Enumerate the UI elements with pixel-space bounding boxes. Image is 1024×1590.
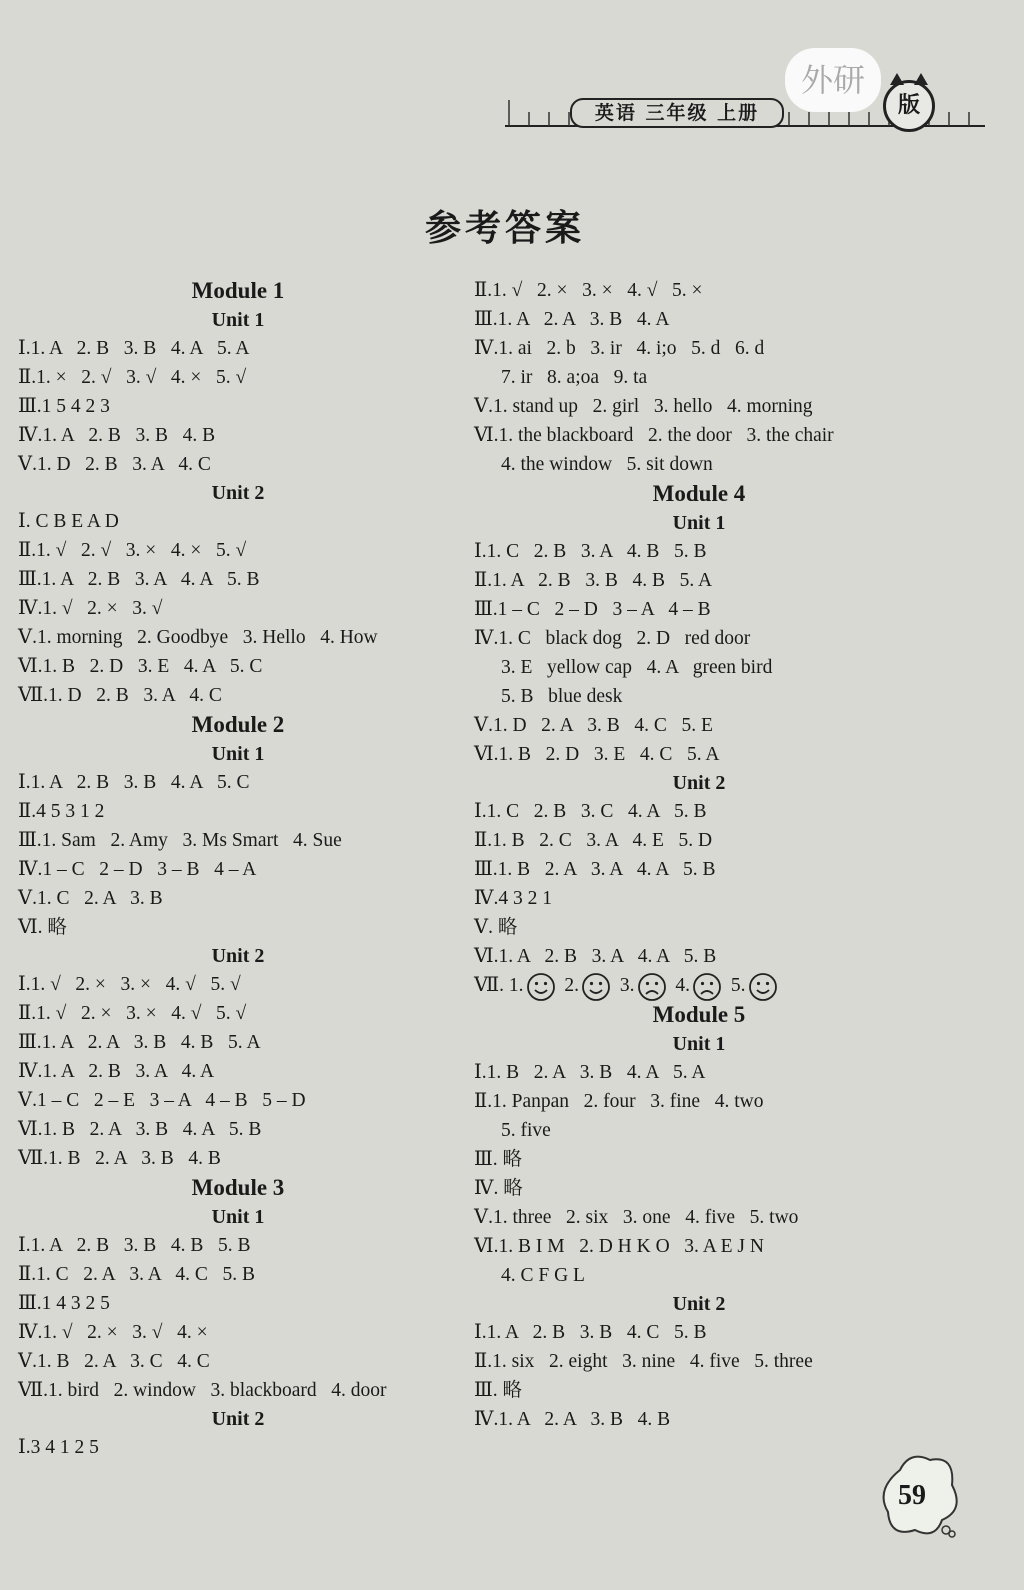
section-label: Ⅶ.	[474, 975, 505, 996]
answer-line: Ⅳ.1. A 2. A 3. B 4. B	[474, 1409, 671, 1430]
answer-line: Ⅱ.1. Panpan 2. four 3. fine 4. two	[474, 1091, 764, 1112]
unit-heading: Unit 1	[211, 743, 265, 765]
answer-line: Ⅵ.1. A 2. B 3. A 4. A 5. B	[474, 946, 717, 967]
item-number: 1.	[504, 975, 524, 996]
item-number: 5.	[726, 975, 746, 996]
answer-line: Ⅲ.1. A 2. B 3. A 4. A 5. B	[18, 569, 260, 590]
answer-line: Ⅰ.1. A 2. B 3. B 4. B 5. B	[18, 1235, 251, 1256]
page-header	[505, 60, 990, 140]
answer-line: Ⅶ.1. D 2. B 3. A 4. C	[18, 685, 222, 706]
answer-line-continued: 5. B blue desk	[501, 686, 623, 707]
answer-line: Ⅱ.1. √ 2. × 3. × 4. √ 5. √	[18, 1003, 247, 1024]
answer-line: Ⅳ.1. ai 2. b 3. ir 4. i;o 5. d 6. d	[474, 338, 765, 359]
sad-face-icon	[692, 972, 722, 1002]
answer-line: Ⅵ.1. the blackboard 2. the door 3. the chair	[474, 425, 834, 446]
smiley-face-icon	[581, 972, 611, 1002]
answer-line: Ⅵ.1. B 2. A 3. B 4. A 5. B	[18, 1119, 262, 1140]
answer-line: Ⅳ.4 3 2 1	[474, 888, 552, 909]
unit-heading: Unit 2	[211, 482, 265, 504]
answer-line: Ⅲ.1. A 2. A 3. B 4. A	[474, 309, 670, 330]
brand-logo: 外研	[785, 48, 881, 112]
answer-line: Ⅴ.1. C 2. A 3. B	[18, 888, 163, 909]
answer-line: Ⅲ.1 5 4 2 3	[18, 396, 110, 417]
answer-line: Ⅰ.1. B 2. A 3. B 4. A 5. A	[474, 1062, 706, 1083]
answer-line: Ⅴ.1. B 2. A 3. C 4. C	[18, 1351, 210, 1372]
answer-line: Ⅴ.1. three 2. six 3. one 4. five 5. two	[474, 1207, 799, 1228]
answer-line: Ⅱ.1. √ 2. √ 3. × 4. × 5. √	[18, 540, 247, 561]
answer-line: Ⅵ. 略	[18, 917, 67, 938]
answer-line: Ⅲ.1 4 3 2 5	[18, 1293, 110, 1314]
module-heading: Module 3	[191, 1175, 285, 1200]
answer-line: Ⅰ.1. A 2. B 3. B 4. A 5. C	[18, 772, 250, 793]
answer-line: Ⅲ. 略	[474, 1380, 523, 1401]
answer-line: Ⅲ.1. A 2. A 3. B 4. B 5. A	[18, 1032, 261, 1053]
sad-face-icon	[637, 972, 667, 1002]
answer-line: Ⅲ.1. B 2. A 3. A 4. A 5. B	[474, 859, 716, 880]
answer-line: Ⅱ.1. × 2. √ 3. √ 4. × 5. √	[18, 367, 247, 388]
unit-heading: Unit 2	[672, 772, 726, 794]
answer-line: Ⅰ.1. C 2. B 3. A 4. B 5. B	[474, 541, 707, 562]
answer-line: Ⅵ.1. B 2. D 3. E 4. A 5. C	[18, 656, 263, 677]
unit-heading: Unit 1	[672, 512, 726, 534]
answer-line: Ⅳ.1. √ 2. × 3. √	[18, 598, 163, 619]
module-heading: Module 4	[652, 481, 746, 506]
answer-line: Ⅴ.1. morning 2. Goodbye 3. Hello 4. How	[18, 627, 378, 648]
answer-line: Ⅲ.1 – C 2 – D 3 – A 4 – B	[474, 599, 711, 620]
answer-line-faces	[474, 971, 924, 1000]
answer-line: Ⅴ.1. D 2. A 3. B 4. C 5. E	[474, 715, 713, 736]
answer-line: Ⅴ.1. stand up 2. girl 3. hello 4. morning	[474, 396, 813, 417]
unit-heading: Unit 2	[211, 945, 265, 967]
answer-line: Ⅱ.1. √ 2. × 3. × 4. √ 5. ×	[474, 280, 703, 301]
unit-heading: Unit 1	[211, 1206, 265, 1228]
answer-line: Ⅵ.1. B 2. D 3. E 4. C 5. A	[474, 744, 720, 765]
answer-line-continued: 3. E yellow cap 4. A green bird	[501, 657, 773, 678]
answer-line: Ⅱ.1. A 2. B 3. B 4. B 5. A	[474, 570, 713, 591]
item-number: 4.	[670, 975, 691, 996]
answer-line: Ⅳ.1. C black dog 2. D red door	[474, 628, 751, 649]
unit-heading: Unit 1	[672, 1033, 726, 1055]
answer-line: Ⅳ.1. A 2. B 3. B 4. B	[18, 425, 216, 446]
page-number: 59	[898, 1480, 926, 1511]
answer-line: Ⅴ.1 – C 2 – E 3 – A 4 – B 5 – D	[18, 1090, 306, 1111]
module-heading: Module 2	[191, 712, 285, 737]
smiley-face-icon	[748, 972, 778, 1002]
unit-heading: Unit 2	[211, 1408, 265, 1430]
answer-line: Ⅵ.1. B I M 2. D H K O 3. A E J N	[474, 1236, 764, 1257]
answer-line-continued: 7. ir 8. a;oa 9. ta	[501, 367, 648, 388]
answer-line: Ⅰ.1. A 2. B 3. B 4. C 5. B	[474, 1322, 707, 1343]
right-column	[474, 276, 924, 1434]
left-column	[18, 276, 458, 1462]
answer-line: Ⅳ. 略	[474, 1178, 523, 1199]
answer-line: Ⅴ.1. D 2. B 3. A 4. C	[18, 454, 211, 475]
book-tag: 英语 三年级 上册	[570, 98, 784, 128]
answer-line-continued: 4. the window 5. sit down	[501, 454, 713, 475]
edition-badge: 版	[883, 80, 935, 132]
answer-line: Ⅱ.4 5 3 1 2	[18, 801, 105, 822]
page-title: 参考答案	[424, 208, 585, 249]
item-number: 2.	[559, 975, 580, 996]
answer-line: Ⅱ.1. C 2. A 3. A 4. C 5. B	[18, 1264, 256, 1285]
answer-line: Ⅰ.1. √ 2. × 3. × 4. √ 5. √	[18, 974, 241, 995]
answer-line: Ⅲ.1. Sam 2. Amy 3. Ms Smart 4. Sue	[18, 830, 342, 851]
answer-line-continued: 5. five	[501, 1120, 551, 1141]
answer-line: Ⅲ. 略	[474, 1149, 523, 1170]
unit-heading: Unit 2	[672, 1293, 726, 1315]
answer-line: Ⅰ. C B E A D	[18, 511, 119, 532]
answer-line: Ⅳ.1 – C 2 – D 3 – B 4 – A	[18, 859, 257, 880]
answer-line: Ⅳ.1. A 2. B 3. A 4. A	[18, 1061, 215, 1082]
answer-line: Ⅴ. 略	[474, 917, 518, 938]
module-heading: Module 5	[652, 1002, 746, 1027]
module-heading: Module 1	[191, 278, 285, 303]
unit-heading: Unit 1	[211, 309, 265, 331]
answer-line: Ⅰ.3 4 1 2 5	[18, 1437, 99, 1458]
smiley-face-icon	[526, 972, 556, 1002]
answer-line: Ⅶ.1. B 2. A 3. B 4. B	[18, 1148, 221, 1169]
answer-line: Ⅰ.1. A 2. B 3. B 4. A 5. A	[18, 338, 250, 359]
answer-line-continued: 4. C F G L	[501, 1265, 585, 1286]
answer-line: Ⅶ.1. bird 2. window 3. blackboard 4. door	[18, 1380, 387, 1401]
answer-line: Ⅳ.1. √ 2. × 3. √ 4. ×	[18, 1322, 208, 1343]
item-number: 3.	[615, 975, 635, 996]
answer-line: Ⅱ.1. six 2. eight 3. nine 4. five 5. three	[474, 1351, 813, 1372]
answer-line: Ⅰ.1. C 2. B 3. C 4. A 5. B	[474, 801, 707, 822]
answer-line: Ⅱ.1. B 2. C 3. A 4. E 5. D	[474, 830, 713, 851]
